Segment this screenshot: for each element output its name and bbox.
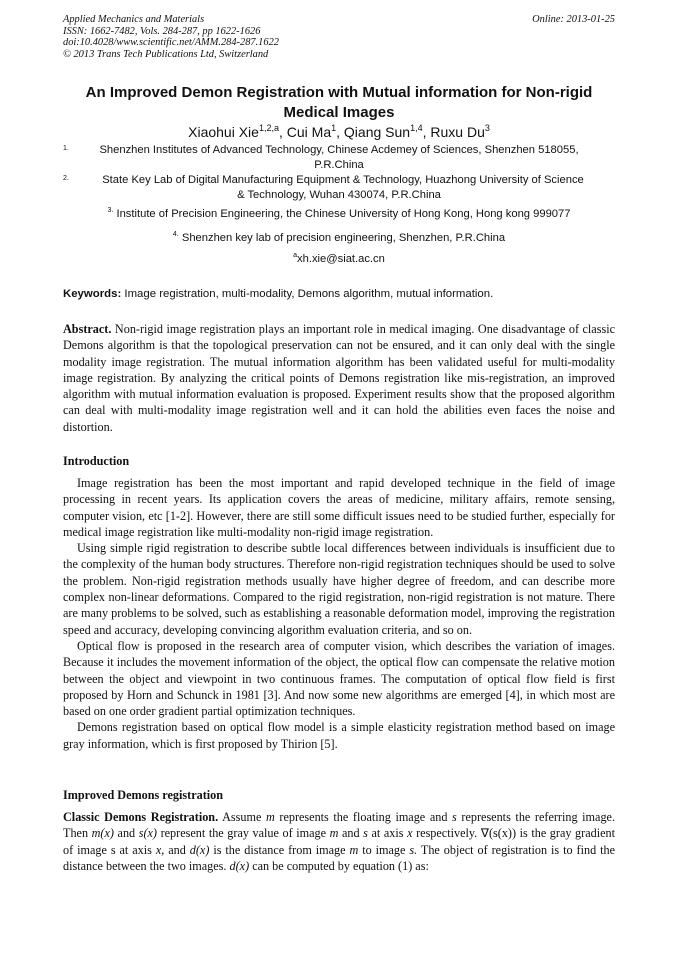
- author-sup: 1: [331, 123, 337, 133]
- math-var: m: [265, 810, 275, 824]
- affiliation-4: [63, 231, 615, 246]
- math-var: s(x): [138, 826, 157, 841]
- paper-title: [40, 83, 638, 123]
- online-date: Online: 2013-01-25: [532, 14, 615, 25]
- author-email: [63, 252, 615, 267]
- text-run: Assume: [218, 810, 266, 824]
- copyright-line: © 2013 Trans Tech Publications Ltd, Switzerland: [63, 48, 269, 60]
- author-name: Ruxu Du: [430, 124, 485, 140]
- paragraph: Image registration has been the most important and rapid developed technique in the field of image processing in recent years. Its application covers the areas of medicine, military affairs, remote sensing, computer vision, etc [1-2]. However, there are still some difficult issues need to be studied further, especially for medical image registration like multi-modality non-rigid image registration.: [63, 476, 615, 539]
- math-var: x,: [155, 842, 165, 857]
- math-var: s: [363, 826, 368, 841]
- text-run: is the gray gradient of image s at axis: [63, 826, 615, 857]
- text-run: represents the floating image and: [274, 810, 453, 824]
- classic-demons-paragraph: [63, 809, 615, 874]
- text-run: to image: [358, 842, 410, 857]
- author-name: Qiang Sun: [343, 124, 411, 140]
- title-line-1: An Improved Demon Registration with Mutual information for Non-rigid: [85, 84, 593, 101]
- math-var: d(x): [229, 858, 250, 873]
- text-run: and: [113, 826, 139, 841]
- paragraph: Optical flow is proposed in the research area of computer vision, which describes the variation of images. Because it includes the movement information of the object, the optical flow can compensate the relative motion between the object and viewpoint in two continuous frames. The computation of optical flow field is first proposed by Horn and Schunck in 1981 [3]. And now some new algorithms are emerged [4], in which most are based on one order gradient partial optimization techniques.: [63, 638, 615, 719]
- author-sep: ,: [422, 124, 431, 140]
- math-var: m: [349, 842, 359, 857]
- text-run: and: [338, 826, 364, 841]
- email-sup: a: [293, 252, 298, 259]
- author-sup: 1,2,a: [258, 123, 279, 133]
- math-var: s.: [409, 842, 418, 857]
- affiliation-text: Shenzhen key lab of precision engineering, Shenzhen, P.R.China: [181, 232, 506, 244]
- math-var: d(x): [189, 842, 210, 857]
- affiliation-number: 1.: [63, 145, 69, 152]
- introduction-body: [63, 475, 615, 752]
- affiliation-text: Institute of Precision Engineering, the Chinese University of Hong Kong, Hong kong 999077: [116, 208, 571, 220]
- text-run: at axis: [367, 826, 408, 841]
- text-run: The object of registration is to find the distance between the two images.: [63, 842, 615, 873]
- keywords: [63, 287, 615, 301]
- keywords-text: Image registration, multi-modality, Demons algorithm, mutual information.: [124, 288, 494, 300]
- email-link[interactable]: xh.xie@siat.ac.cn: [297, 253, 385, 265]
- text-run: represent the gray value of image: [157, 826, 330, 841]
- section-heading-introduction: Introduction: [63, 454, 130, 468]
- text-run: and: [164, 842, 190, 857]
- affiliation-number: 3.: [107, 207, 114, 214]
- math-var: m(x): [91, 826, 114, 841]
- doi-line[interactable]: doi:10.4028/www.scientific.net/AMM.284-287.1622: [63, 37, 279, 49]
- text-run: can be computed by equation (1) as:: [249, 858, 429, 873]
- paragraph: Using simple rigid registration to describe subtle local differences between individuals is insufficient due to the complexity of the human body structures. Therefore non-rigid registration techniques should be used to solve the problem. Non-rigid registration methods usually have higher degree of freedom, and can describe more complex non-linear deformations. Compared to the rigid registration, non-rigid registration is not mature. There are many problems to be solved, such as establishing a reasonable deformation model, improving the registration speed and accuracy, developing convincing algorithm evaluation criteria, and so on.: [63, 541, 615, 637]
- abstract-text: Non-rigid image registration plays an important role in medical imaging. One disadvantage of classic Demons algorithm is that the topological preservation can not be ensured, and it can only deal with the single modality image registration. The mutual information algorithm has been validated useful for multi-modality image registration. By analyzing the critical points of Demons registration like mis-registration, an improved algorithm with mutual information evaluation is proposed. Experiment results show that the proposed algorithm can deal with multi-modality image registration well and it can hold the abilities even faces the noise and distortion.: [63, 322, 615, 434]
- author-sep: ,: [336, 124, 344, 140]
- affiliation-text: P.R.China: [314, 158, 364, 171]
- math-var: m: [329, 826, 339, 841]
- text-run: respectively.: [412, 826, 481, 841]
- title-line-2: Medical Images: [283, 104, 395, 121]
- affiliation-2: [63, 173, 615, 202]
- math-var: s: [452, 810, 457, 824]
- abstract: [63, 321, 615, 435]
- affiliation-3: [78, 207, 600, 222]
- subsection-label: Classic Demons Registration.: [63, 810, 219, 824]
- affiliation-1: [63, 143, 615, 172]
- journal-header: [63, 14, 615, 60]
- text-run: is the distance from image: [209, 842, 350, 857]
- affiliation-text: Shenzhen Institutes of Advanced Technology, Chinese Acdemey of Sciences, Shenzhen 518055,: [99, 144, 579, 156]
- affiliation-text: State Key Lab of Digital Manufacturing Equipment & Technology, Huazhong University of Science: [102, 174, 584, 186]
- author-sep: ,: [278, 124, 287, 140]
- gradient-symbol: ∇(s(x)): [480, 826, 517, 841]
- author-name: Xiaohui Xie: [188, 124, 259, 140]
- issn-line: ISSN: 1662-7482, Vols. 284-287, pp 1622-1626: [63, 25, 261, 37]
- affiliation-number: 4.: [172, 231, 179, 238]
- section-heading-improved-demons: Improved Demons registration: [63, 788, 224, 802]
- paragraph: Demons registration based on optical flow model is a simple elasticity registration method based on image gray information, which is first proposed by Thirion [5].: [63, 720, 615, 751]
- abstract-label: Abstract.: [63, 322, 112, 336]
- text-run: represents the referring image. Then: [63, 810, 615, 841]
- journal-name: Applied Mechanics and Materials: [63, 14, 205, 25]
- math-var: x: [407, 826, 413, 841]
- affiliation-number: 2.: [63, 175, 69, 182]
- keywords-label: Keywords:: [63, 288, 122, 300]
- author-sup: 3: [484, 123, 490, 133]
- author-list: [40, 123, 638, 141]
- affiliation-text: & Technology, Wuhan 430074, P.R.China: [237, 188, 441, 201]
- author-name: Cui Ma: [286, 124, 332, 140]
- author-sup: 1,4: [410, 123, 423, 133]
